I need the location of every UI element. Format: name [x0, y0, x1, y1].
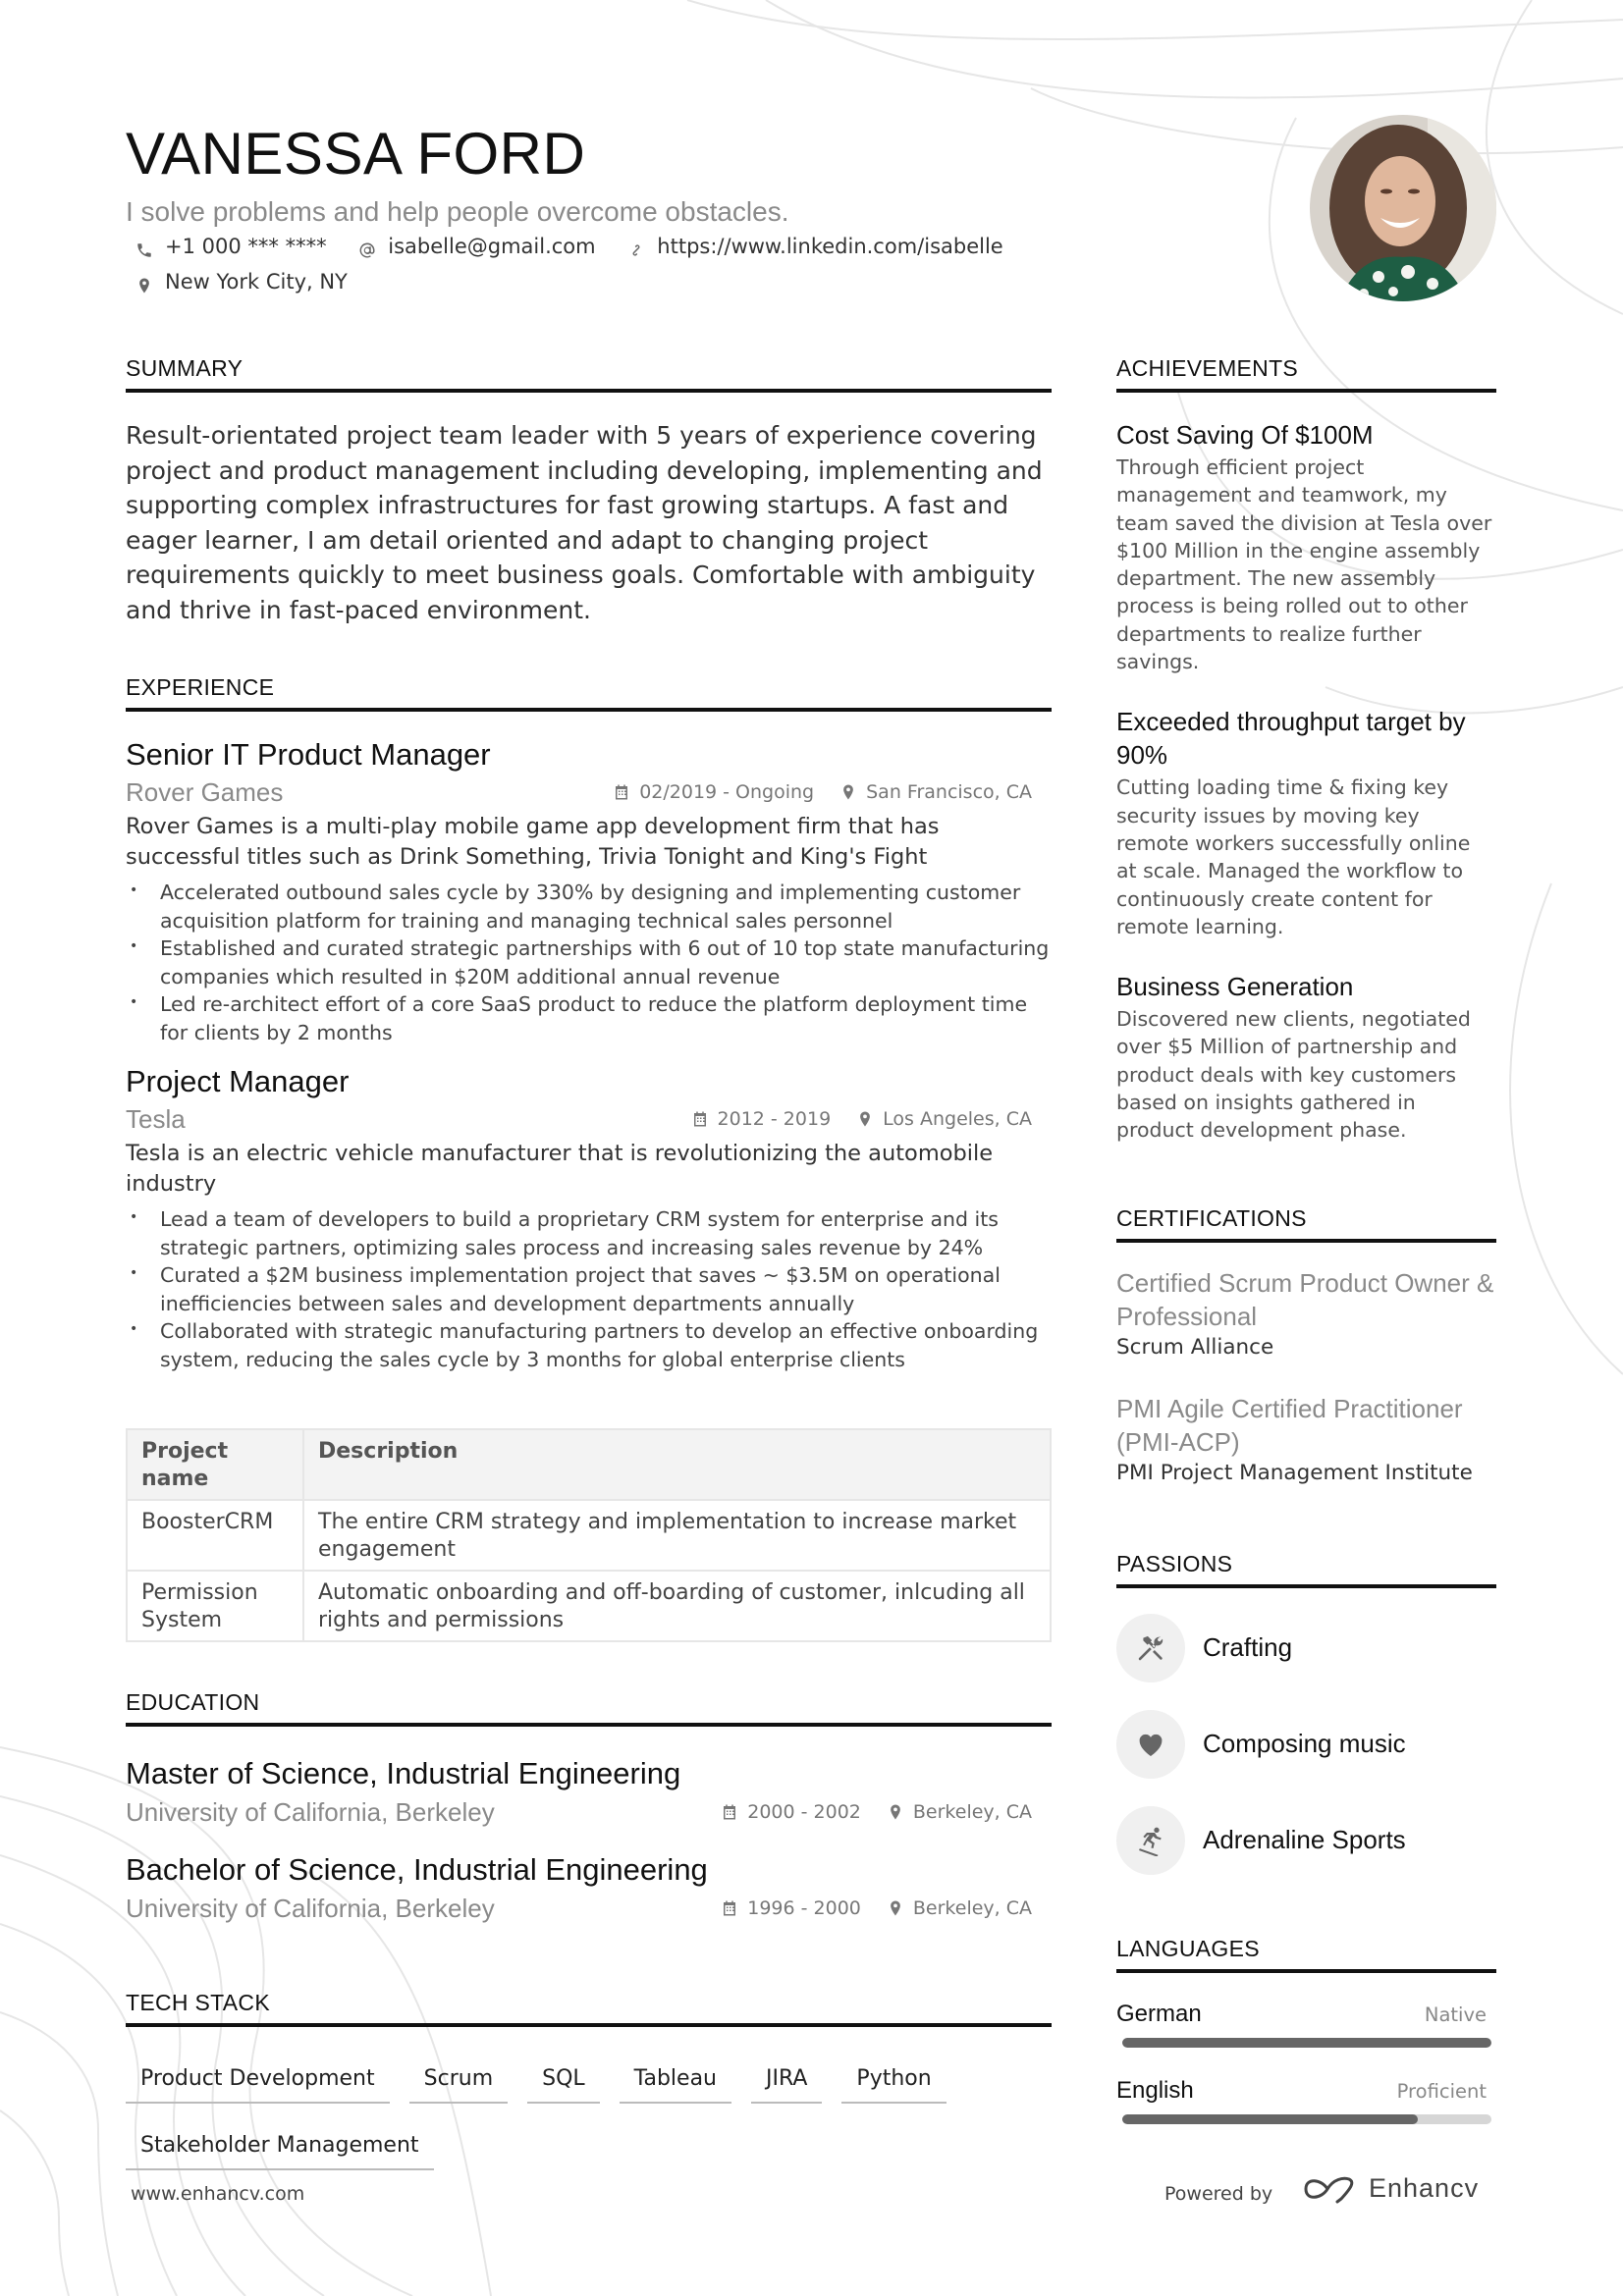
phone-text: +1 000 *** **** — [165, 235, 327, 258]
certification-item — [1116, 1392, 1496, 1488]
tagline: I solve problems and help people overcome obstacles. — [126, 196, 789, 227]
contact-linkedin[interactable] — [627, 232, 1002, 261]
section-title-summary: SUMMARY — [126, 351, 1052, 393]
passion-label: Crafting — [1203, 1632, 1293, 1663]
job-bullet: • Collaborated with strategic manufacturing partners to develop an effective onboarding system, reducing the sales cycle by 3 months for global enterprise clients — [126, 1317, 1052, 1373]
job-entry — [126, 1062, 1052, 1373]
education-entry — [126, 1754, 1052, 1829]
tech-tag: Tableau — [620, 2064, 731, 2104]
language-proficiency-fill — [1122, 2114, 1418, 2124]
language-name: English — [1116, 2076, 1194, 2104]
heart-icon — [1116, 1710, 1185, 1779]
location-pin-icon — [856, 1110, 874, 1128]
calendar-icon — [721, 1899, 738, 1917]
achievement-title: Cost Saving Of $100M — [1116, 420, 1374, 450]
tech-tags — [126, 2064, 1052, 2198]
job-title: Senior IT Product Manager — [126, 737, 491, 772]
calendar-icon — [691, 1110, 709, 1128]
education-location: Berkeley, CA — [912, 1801, 1032, 1823]
location-pin-icon — [887, 1899, 904, 1917]
passion-item — [1116, 1806, 1496, 1875]
section-title-education: EDUCATION — [126, 1685, 1052, 1727]
table-row — [127, 1500, 1051, 1571]
location-pin-icon — [887, 1803, 904, 1821]
passion-item — [1116, 1710, 1496, 1779]
tech-tag: Scrum — [409, 2064, 508, 2104]
website-link[interactable]: www.enhancv.com — [131, 2183, 305, 2205]
tech-tag: SQL — [527, 2064, 600, 2104]
job-meta — [666, 1108, 1052, 1130]
education-section — [126, 1685, 1052, 1925]
certification-issuer: Scrum Alliance — [1116, 1334, 1274, 1360]
job-bullet: • Curated a $2M business implementation project that saves ~ $3.5M on operational inefficiencies between sales and development departments annually — [126, 1261, 1052, 1317]
enhancv-logo[interactable] — [1302, 2173, 1479, 2204]
job-title: Project Manager — [126, 1064, 350, 1098]
snowboarding-icon — [1116, 1806, 1185, 1875]
contact-email[interactable] — [358, 232, 595, 261]
degree: Master of Science, Industrial Engineering — [126, 1756, 681, 1790]
hammer-wrench-icon — [1116, 1614, 1185, 1682]
achievements-section — [1116, 351, 1496, 1145]
achievement-title: Business Generation — [1116, 972, 1354, 1002]
tech-tag: Python — [841, 2064, 946, 2104]
table-header-project-name: Project name — [127, 1429, 303, 1500]
at-icon — [358, 238, 376, 255]
education-meta — [695, 1801, 1052, 1823]
brand-name: Enhancv — [1369, 2173, 1480, 2203]
language-level: Native — [1424, 2002, 1487, 2026]
language-proficiency-fill — [1122, 2038, 1491, 2048]
contact-location — [135, 267, 348, 296]
calendar-icon — [721, 1803, 738, 1821]
section-title-achievements: ACHIEVEMENTS — [1116, 351, 1496, 393]
job-bullets — [126, 1205, 1052, 1373]
table-cell: Automatic onboarding and off-boarding of customer, inlcuding all rights and permissions — [303, 1571, 1051, 1641]
job-bullet: • Established and curated strategic partnerships with 6 out of 10 top state manufacturing companies which resulted in $20M additional annual revenue — [126, 934, 1052, 990]
section-title-experience: EXPERIENCE — [126, 670, 1052, 712]
table-cell: The entire CRM strategy and implementation to increase market engagement — [303, 1500, 1051, 1571]
company-name: Rover Games — [126, 777, 284, 807]
job-bullet: • Accelerated outbound sales cycle by 330% by designing and implementing customer acquisition platform for training and managing technical sales personnel — [126, 879, 1052, 934]
projects-table — [126, 1428, 1052, 1642]
location-pin-icon — [135, 273, 153, 291]
table-header-description: Description — [303, 1429, 1051, 1500]
passion-item — [1116, 1614, 1496, 1682]
table-cell: Permission System — [127, 1571, 303, 1641]
job-bullets — [126, 879, 1052, 1046]
table-row — [127, 1571, 1051, 1641]
certification-name: Certified Scrum Product Owner & Professional — [1116, 1267, 1494, 1331]
experience-section — [126, 670, 1052, 1642]
passion-label: Adrenaline Sports — [1203, 1825, 1406, 1855]
language-proficiency-bar — [1122, 2038, 1491, 2048]
job-dates: 02/2019 - Ongoing — [639, 781, 815, 803]
table-header-row — [127, 1429, 1051, 1500]
summary-section — [126, 351, 1052, 627]
left-column — [126, 351, 1052, 2198]
achievement-description: Discovered new clients, negotiated over $5 Million of partnership and product deals with key customers based on insights gathered in product development phase. — [1116, 1007, 1471, 1143]
school: University of California, Berkeley — [126, 1894, 495, 1923]
achievement-description: Through efficient project management and teamwork, my team saved the division at Tesla over $100 Million in the engine assembly department. The new assembly process is being rolled out to other departments to realize further savings. — [1116, 455, 1492, 674]
tech-tag: Stakeholder Management — [126, 2131, 434, 2170]
link-icon — [627, 238, 645, 255]
email-text: isabelle@gmail.com — [388, 235, 596, 258]
contact-phone[interactable] — [135, 232, 327, 261]
school: University of California, Berkeley — [126, 1797, 495, 1827]
education-dates: 1996 - 2000 — [747, 1897, 861, 1919]
contact-info — [135, 232, 1058, 302]
summary-text: Result-orientated project team leader with 5 years of experience covering project and product management including developing, implementing and supporting complex infrastructures for fast growing startups. A fast and eager learner, I am detail oriented and adapt to changing project requirements quickly to meet business goals. Comfortable with ambiguity and thrive in fast-paced environment. — [126, 421, 1043, 624]
language-proficiency-bar — [1122, 2114, 1491, 2124]
language-item — [1116, 2001, 1496, 2048]
phone-icon — [135, 238, 153, 255]
achievement-item — [1116, 970, 1496, 1144]
certifications-section — [1116, 1201, 1496, 1488]
degree: Bachelor of Science, Industrial Engineering — [126, 1852, 708, 1887]
profile-photo — [1310, 115, 1496, 301]
language-level: Proficient — [1396, 2079, 1487, 2103]
tech-tag: JIRA — [751, 2064, 822, 2104]
calendar-icon — [613, 783, 630, 801]
job-entry — [126, 735, 1052, 1046]
achievement-description: Cutting loading time & fixing key security issues by moving key remote workers successfully online at scale. Managed the workflow to continuously create content for remote learning. — [1116, 775, 1471, 938]
section-title-tech-stack: TECH STACK — [126, 1986, 1052, 2027]
section-title-passions: PASSIONS — [1116, 1547, 1496, 1588]
language-item — [1116, 2077, 1496, 2124]
education-location: Berkeley, CA — [912, 1897, 1032, 1919]
linkedin-text: https://www.linkedin.com/isabelle — [657, 235, 1003, 258]
location-text: New York City, NY — [165, 270, 348, 294]
company-name: Tesla — [126, 1104, 186, 1134]
achievement-item — [1116, 705, 1496, 940]
job-dates: 2012 - 2019 — [717, 1108, 832, 1130]
table-cell: BoosterCRM — [127, 1500, 303, 1571]
passion-label: Composing music — [1203, 1729, 1406, 1759]
languages-section — [1116, 1932, 1496, 2124]
job-description: Rover Games is a multi-play mobile game app development firm that has successful titles such as Drink Something, Trivia Tonight and King's Fight — [126, 814, 940, 870]
enhancv-infinity-icon — [1302, 2174, 1357, 2204]
certification-issuer: PMI Project Management Institute — [1116, 1460, 1473, 1485]
job-meta — [587, 781, 1052, 803]
section-title-certifications: CERTIFICATIONS — [1116, 1201, 1496, 1243]
achievement-item — [1116, 418, 1496, 675]
education-dates: 2000 - 2002 — [747, 1801, 861, 1823]
job-location: San Francisco, CA — [866, 781, 1032, 803]
tech-stack-section — [126, 1986, 1052, 2198]
certification-item — [1116, 1266, 1496, 1362]
language-name: German — [1116, 2000, 1202, 2027]
right-column — [1116, 351, 1496, 2124]
job-description: Tesla is an electric vehicle manufacturer that is revolutionizing the automobile industry — [126, 1141, 994, 1197]
tech-tag: Product Development — [126, 2064, 390, 2104]
job-bullet: • Lead a team of developers to build a proprietary CRM system for enterprise and its strategic partners, optimizing sales process and increasing sales revenue by 24% — [126, 1205, 1052, 1261]
education-meta — [695, 1897, 1052, 1919]
location-pin-icon — [839, 783, 857, 801]
section-title-languages: LANGUAGES — [1116, 1932, 1496, 1973]
certification-name: PMI Agile Certified Practitioner (PMI-ACP) — [1116, 1393, 1463, 1457]
education-entry — [126, 1850, 1052, 1925]
powered-by-label: Powered by — [1164, 2183, 1273, 2205]
job-location: Los Angeles, CA — [883, 1108, 1032, 1130]
job-bullet: • Led re-architect effort of a core SaaS product to reduce the platform deployment time for clients by 2 months — [126, 990, 1052, 1046]
profile-photo-image — [1310, 115, 1496, 301]
candidate-name: VANESSA FORD — [126, 121, 586, 187]
passions-section — [1116, 1547, 1496, 1875]
achievement-title: Exceeded throughput target by 90% — [1116, 707, 1466, 771]
